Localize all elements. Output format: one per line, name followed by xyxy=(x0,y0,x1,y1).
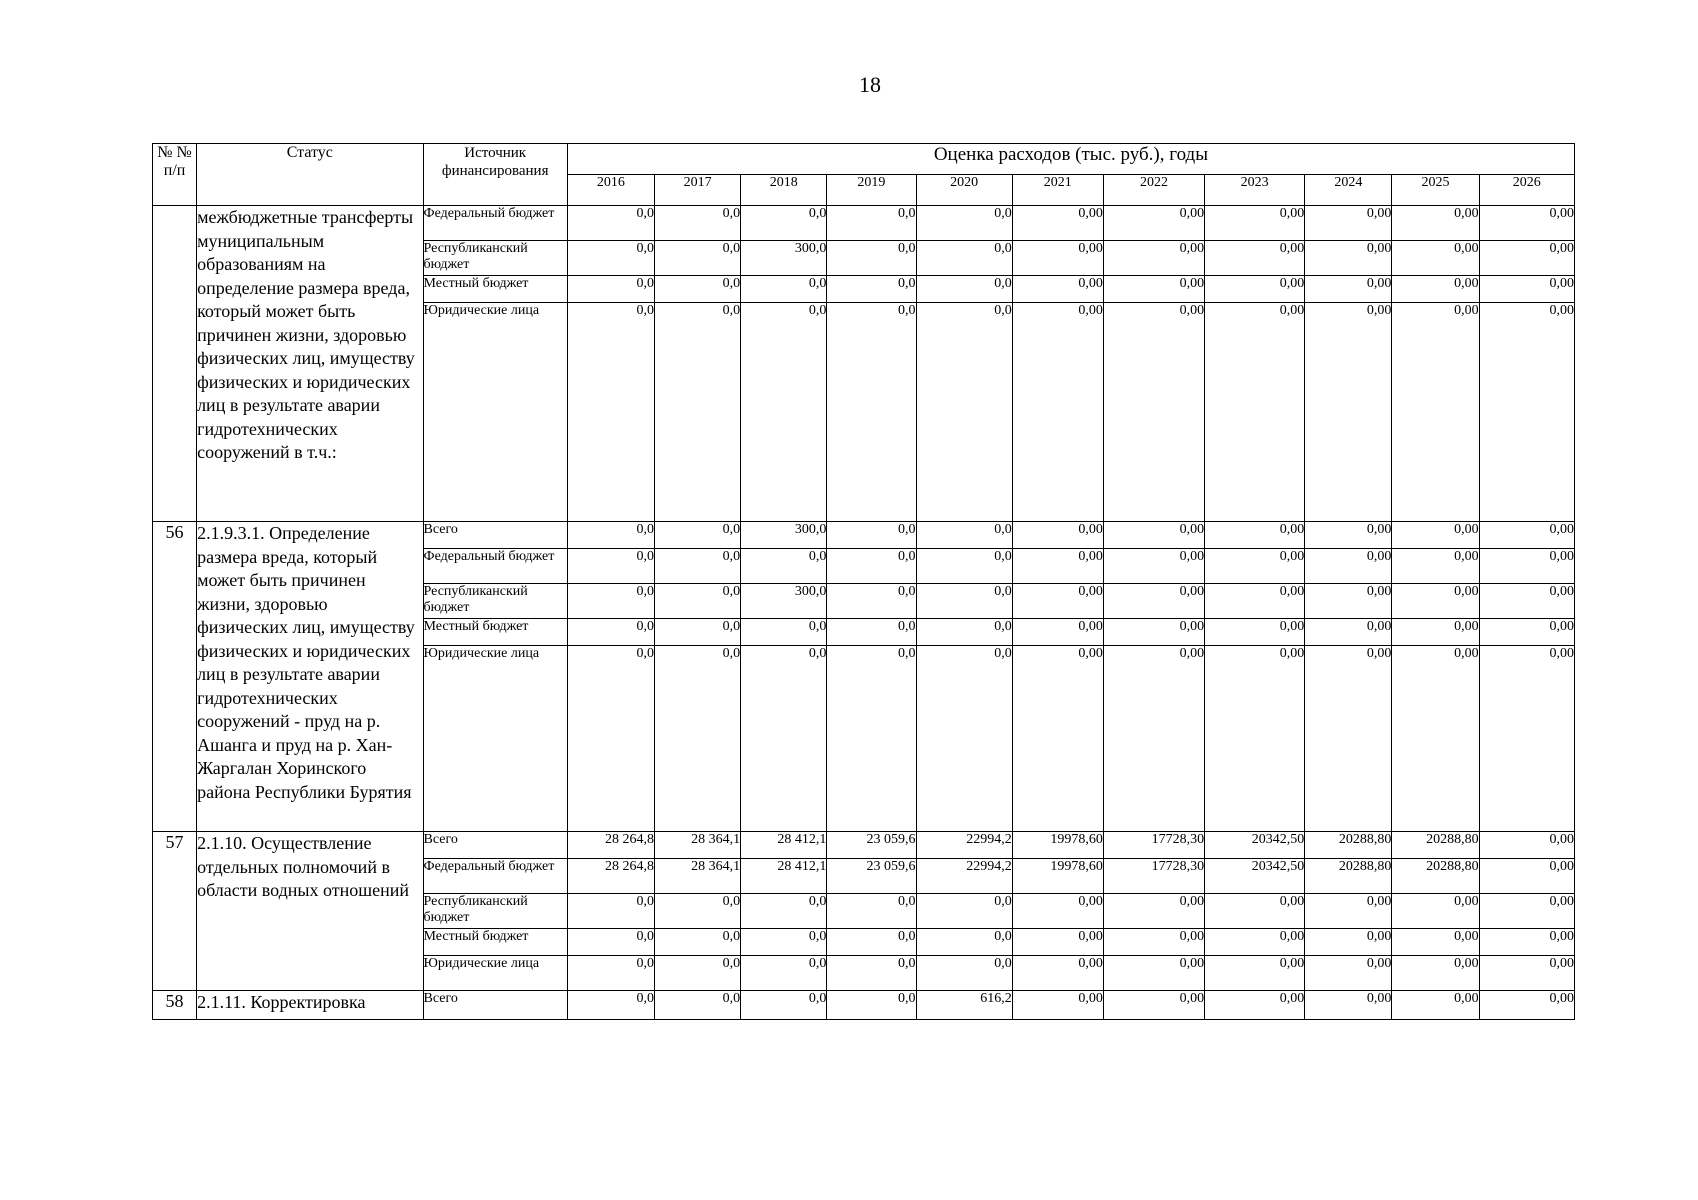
value-cell: 0,00 xyxy=(1103,894,1204,929)
value-cell: 0,00 xyxy=(1479,832,1574,859)
row-number xyxy=(153,206,197,522)
funding-source-cell: Федеральный бюджет xyxy=(423,206,567,241)
header-year: 2021 xyxy=(1012,175,1103,206)
value-cell: 0,00 xyxy=(1392,894,1479,929)
value-cell: 0,0 xyxy=(654,991,740,1020)
value-cell: 0,00 xyxy=(1479,991,1574,1020)
value-cell: 17728,30 xyxy=(1103,859,1204,894)
value-cell: 28 264,8 xyxy=(567,832,654,859)
value-cell: 17728,30 xyxy=(1103,832,1204,859)
header-year: 2026 xyxy=(1479,175,1574,206)
value-cell: 19978,60 xyxy=(1012,832,1103,859)
value-cell: 0,00 xyxy=(1103,584,1204,619)
value-cell: 0,0 xyxy=(654,646,740,832)
value-cell: 0,00 xyxy=(1103,522,1204,549)
value-cell: 300,0 xyxy=(741,522,827,549)
value-cell: 0,0 xyxy=(567,584,654,619)
value-cell: 0,0 xyxy=(916,241,1012,276)
value-cell: 0,00 xyxy=(1205,646,1305,832)
funding-source-cell: Республиканский бюджет xyxy=(423,894,567,929)
funding-source-cell: Местный бюджет xyxy=(423,619,567,646)
value-cell: 0,0 xyxy=(654,584,740,619)
value-cell: 0,0 xyxy=(827,522,916,549)
value-cell: 0,00 xyxy=(1205,991,1305,1020)
value-cell: 0,00 xyxy=(1392,241,1479,276)
value-cell: 0,00 xyxy=(1305,619,1392,646)
value-cell: 300,0 xyxy=(741,584,827,619)
value-cell: 20288,80 xyxy=(1305,859,1392,894)
value-cell: 0,00 xyxy=(1479,303,1574,522)
header-year: 2023 xyxy=(1205,175,1305,206)
value-cell: 0,0 xyxy=(654,303,740,522)
value-cell: 0,00 xyxy=(1392,929,1479,956)
value-cell: 0,00 xyxy=(1305,241,1392,276)
value-cell: 0,00 xyxy=(1305,584,1392,619)
value-cell: 0,0 xyxy=(567,206,654,241)
value-cell: 0,0 xyxy=(741,991,827,1020)
funding-source-cell: Республиканский бюджет xyxy=(423,584,567,619)
value-cell: 0,00 xyxy=(1012,276,1103,303)
table-row xyxy=(153,991,1575,1020)
value-cell: 0,0 xyxy=(827,584,916,619)
value-cell: 0,00 xyxy=(1479,206,1574,241)
value-cell: 0,0 xyxy=(654,276,740,303)
value-cell: 0,00 xyxy=(1479,276,1574,303)
value-cell: 0,0 xyxy=(567,276,654,303)
funding-source-cell: Всего xyxy=(423,991,567,1020)
value-cell: 0,00 xyxy=(1479,619,1574,646)
header-year: 2025 xyxy=(1392,175,1479,206)
value-cell: 0,00 xyxy=(1205,584,1305,619)
header-year: 2016 xyxy=(567,175,654,206)
table-header xyxy=(153,144,1575,206)
value-cell: 0,00 xyxy=(1205,522,1305,549)
value-cell: 0,0 xyxy=(741,619,827,646)
value-cell: 0,00 xyxy=(1392,956,1479,991)
funding-source-cell: Федеральный бюджет xyxy=(423,859,567,894)
value-cell: 0,00 xyxy=(1305,894,1392,929)
table-row xyxy=(153,206,1575,241)
value-cell: 0,0 xyxy=(567,646,654,832)
value-cell: 0,0 xyxy=(827,646,916,832)
status-cell: межбюджетные трансферты муниципальным образованиям на определение размера вреда, который может быть причинен жизни, здоровью физических лиц, имуществу физических и юридических лиц в результате аварии гидротехнических сооружений в т.ч.: xyxy=(197,206,423,522)
value-cell: 0,0 xyxy=(827,991,916,1020)
value-cell: 20342,50 xyxy=(1205,832,1305,859)
header-year: 2020 xyxy=(916,175,1012,206)
value-cell: 0,0 xyxy=(827,303,916,522)
value-cell: 0,0 xyxy=(654,241,740,276)
value-cell: 0,00 xyxy=(1479,929,1574,956)
funding-source-cell: Юридические лица xyxy=(423,956,567,991)
value-cell: 28 412,1 xyxy=(741,859,827,894)
value-cell: 0,0 xyxy=(827,276,916,303)
value-cell: 0,00 xyxy=(1392,549,1479,584)
value-cell: 0,0 xyxy=(741,206,827,241)
value-cell: 0,00 xyxy=(1012,303,1103,522)
value-cell: 0,00 xyxy=(1103,956,1204,991)
value-cell: 0,00 xyxy=(1205,549,1305,584)
funding-source-cell: Юридические лица xyxy=(423,646,567,832)
funding-source-cell: Юридические лица xyxy=(423,303,567,522)
value-cell: 0,00 xyxy=(1479,894,1574,929)
value-cell: 0,0 xyxy=(567,894,654,929)
value-cell: 0,0 xyxy=(827,206,916,241)
value-cell: 0,0 xyxy=(827,894,916,929)
value-cell: 0,00 xyxy=(1012,894,1103,929)
row-number: 58 xyxy=(153,991,197,1020)
value-cell: 0,00 xyxy=(1012,584,1103,619)
value-cell: 300,0 xyxy=(741,241,827,276)
value-cell: 0,00 xyxy=(1479,522,1574,549)
value-cell: 0,00 xyxy=(1205,929,1305,956)
value-cell: 0,00 xyxy=(1305,522,1392,549)
value-cell: 28 264,8 xyxy=(567,859,654,894)
value-cell: 0,00 xyxy=(1103,549,1204,584)
value-cell: 0,00 xyxy=(1479,956,1574,991)
value-cell: 0,00 xyxy=(1305,303,1392,522)
value-cell: 0,00 xyxy=(1392,276,1479,303)
value-cell: 0,00 xyxy=(1103,241,1204,276)
value-cell: 0,00 xyxy=(1012,929,1103,956)
value-cell: 0,00 xyxy=(1012,522,1103,549)
value-cell: 0,0 xyxy=(654,206,740,241)
value-cell: 0,00 xyxy=(1205,894,1305,929)
funding-source-cell: Всего xyxy=(423,522,567,549)
value-cell: 0,0 xyxy=(916,619,1012,646)
value-cell: 0,0 xyxy=(567,991,654,1020)
value-cell: 0,0 xyxy=(654,549,740,584)
value-cell: 0,00 xyxy=(1205,276,1305,303)
value-cell: 0,0 xyxy=(567,303,654,522)
header-year: 2022 xyxy=(1103,175,1204,206)
value-cell: 28 364,1 xyxy=(654,832,740,859)
value-cell: 0,0 xyxy=(654,522,740,549)
value-cell: 23 059,6 xyxy=(827,859,916,894)
page-number: 18 xyxy=(859,72,881,97)
value-cell: 0,00 xyxy=(1392,522,1479,549)
value-cell: 0,00 xyxy=(1103,646,1204,832)
header-year: 2024 xyxy=(1305,175,1392,206)
header-source: Источник финансирования xyxy=(423,144,567,206)
value-cell: 0,0 xyxy=(916,956,1012,991)
value-cell: 0,00 xyxy=(1305,549,1392,584)
header-year: 2019 xyxy=(827,175,916,206)
header-number: № № п/п xyxy=(153,144,197,206)
value-cell: 0,00 xyxy=(1012,619,1103,646)
value-cell: 0,00 xyxy=(1103,991,1204,1020)
value-cell: 20288,80 xyxy=(1305,832,1392,859)
value-cell: 0,00 xyxy=(1305,956,1392,991)
value-cell: 0,00 xyxy=(1479,584,1574,619)
value-cell: 0,0 xyxy=(567,549,654,584)
value-cell: 0,0 xyxy=(567,522,654,549)
value-cell: 0,00 xyxy=(1305,646,1392,832)
value-cell: 0,00 xyxy=(1205,956,1305,991)
header-estimate: Оценка расходов (тыс. руб.), годы xyxy=(567,144,1574,175)
value-cell: 0,00 xyxy=(1103,276,1204,303)
value-cell: 0,00 xyxy=(1012,206,1103,241)
value-cell: 0,00 xyxy=(1392,303,1479,522)
value-cell: 0,00 xyxy=(1012,991,1103,1020)
value-cell: 0,0 xyxy=(916,303,1012,522)
value-cell: 0,0 xyxy=(916,276,1012,303)
value-cell: 0,0 xyxy=(916,206,1012,241)
status-cell: 2.1.10. Осуществление отдельных полномочий в области водных отношений xyxy=(197,832,423,991)
value-cell: 28 364,1 xyxy=(654,859,740,894)
value-cell: 0,00 xyxy=(1479,549,1574,584)
value-cell: 20342,50 xyxy=(1205,859,1305,894)
value-cell: 0,00 xyxy=(1012,241,1103,276)
value-cell: 0,0 xyxy=(741,956,827,991)
value-cell: 0,0 xyxy=(916,929,1012,956)
header-year: 2017 xyxy=(654,175,740,206)
funding-source-cell: Республиканский бюджет xyxy=(423,241,567,276)
value-cell: 0,0 xyxy=(827,956,916,991)
funding-source-cell: Всего xyxy=(423,832,567,859)
value-cell: 0,0 xyxy=(741,276,827,303)
value-cell: 0,00 xyxy=(1305,929,1392,956)
value-cell: 0,0 xyxy=(741,549,827,584)
header-status: Статус xyxy=(197,144,423,206)
value-cell: 0,0 xyxy=(827,241,916,276)
value-cell: 0,00 xyxy=(1305,276,1392,303)
value-cell: 0,00 xyxy=(1392,991,1479,1020)
value-cell: 0,0 xyxy=(654,619,740,646)
value-cell: 0,00 xyxy=(1305,991,1392,1020)
value-cell: 23 059,6 xyxy=(827,832,916,859)
value-cell: 20288,80 xyxy=(1392,832,1479,859)
value-cell: 0,00 xyxy=(1205,241,1305,276)
header-year: 2018 xyxy=(741,175,827,206)
value-cell: 0,0 xyxy=(741,303,827,522)
funding-source-cell: Федеральный бюджет xyxy=(423,549,567,584)
row-number: 56 xyxy=(153,522,197,832)
value-cell: 0,00 xyxy=(1103,303,1204,522)
value-cell: 0,00 xyxy=(1205,206,1305,241)
value-cell: 0,00 xyxy=(1012,549,1103,584)
status-cell: 2.1.11. Корректировка xyxy=(197,991,423,1020)
value-cell: 0,0 xyxy=(741,894,827,929)
value-cell: 0,0 xyxy=(654,894,740,929)
funding-source-cell: Местный бюджет xyxy=(423,929,567,956)
value-cell: 0,00 xyxy=(1012,956,1103,991)
status-cell: 2.1.9.3.1. Определение размера вреда, который может быть причинен жизни, здоровью физических лиц, имуществу физических и юридических лиц в результате аварии гидротехнических сооружений - пруд на р. Ашанга и пруд на р. Хан-Жаргалан Хоринского района Республики Бурятия xyxy=(197,522,423,832)
table-row xyxy=(153,522,1575,549)
value-cell: 0,00 xyxy=(1479,859,1574,894)
value-cell: 0,00 xyxy=(1392,619,1479,646)
value-cell: 0,00 xyxy=(1305,206,1392,241)
value-cell: 19978,60 xyxy=(1012,859,1103,894)
value-cell: 22994,2 xyxy=(916,832,1012,859)
value-cell: 0,00 xyxy=(1479,646,1574,832)
value-cell: 0,00 xyxy=(1479,241,1574,276)
value-cell: 20288,80 xyxy=(1392,859,1479,894)
value-cell: 28 412,1 xyxy=(741,832,827,859)
value-cell: 0,0 xyxy=(741,646,827,832)
value-cell: 0,0 xyxy=(567,241,654,276)
value-cell: 0,0 xyxy=(916,894,1012,929)
value-cell: 0,00 xyxy=(1392,206,1479,241)
value-cell: 0,0 xyxy=(916,522,1012,549)
value-cell: 0,0 xyxy=(916,584,1012,619)
value-cell: 0,0 xyxy=(654,956,740,991)
value-cell: 616,2 xyxy=(916,991,1012,1020)
value-cell: 0,0 xyxy=(916,549,1012,584)
budget-table xyxy=(152,143,1575,1020)
value-cell: 0,00 xyxy=(1103,619,1204,646)
value-cell: 0,0 xyxy=(567,956,654,991)
value-cell: 0,0 xyxy=(567,619,654,646)
row-number: 57 xyxy=(153,832,197,991)
table-body xyxy=(153,206,1575,1020)
value-cell: 22994,2 xyxy=(916,859,1012,894)
table-row xyxy=(153,832,1575,859)
value-cell: 0,0 xyxy=(827,619,916,646)
value-cell: 0,00 xyxy=(1392,584,1479,619)
value-cell: 0,0 xyxy=(567,929,654,956)
value-cell: 0,00 xyxy=(1205,619,1305,646)
value-cell: 0,00 xyxy=(1012,646,1103,832)
value-cell: 0,00 xyxy=(1103,929,1204,956)
value-cell: 0,00 xyxy=(1103,206,1204,241)
value-cell: 0,00 xyxy=(1392,646,1479,832)
value-cell: 0,00 xyxy=(1205,303,1305,522)
value-cell: 0,0 xyxy=(654,929,740,956)
value-cell: 0,0 xyxy=(741,929,827,956)
value-cell: 0,0 xyxy=(916,646,1012,832)
value-cell: 0,0 xyxy=(827,929,916,956)
funding-source-cell: Местный бюджет xyxy=(423,276,567,303)
value-cell: 0,0 xyxy=(827,549,916,584)
